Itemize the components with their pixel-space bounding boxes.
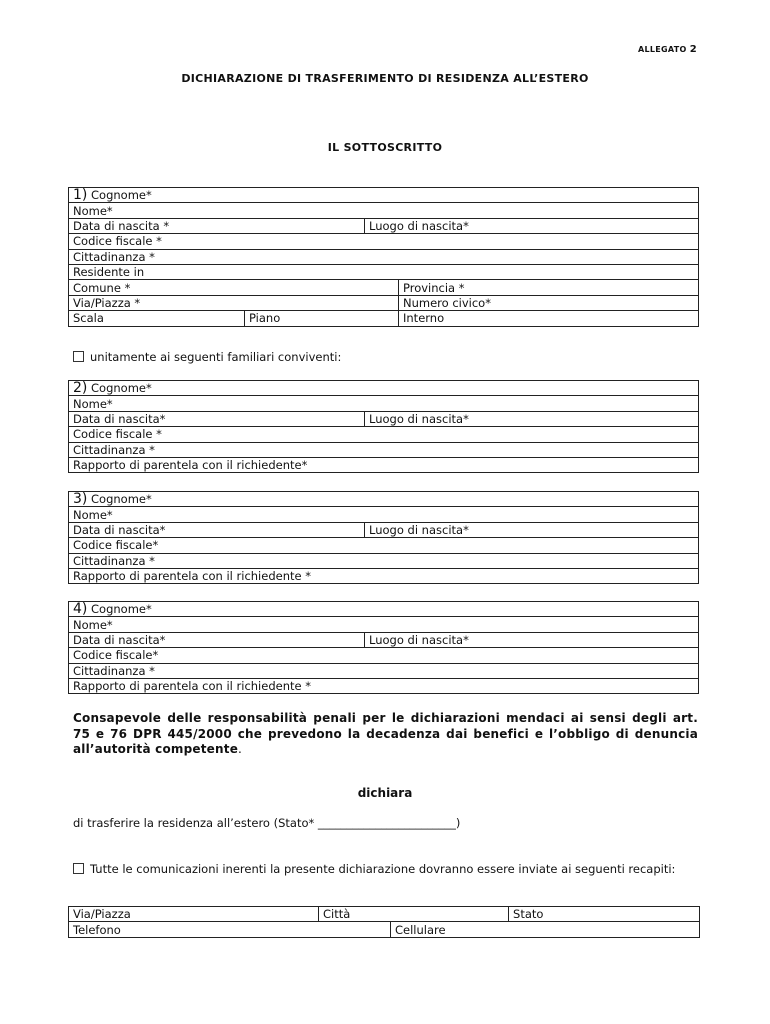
allegato-label	[638, 44, 697, 55]
s3-cognome-label: Cognome*	[91, 492, 152, 507]
document-title: DICHIARAZIONE DI TRASFERIMENTO DI RESIDENZA ALL’ESTERO	[181, 72, 589, 85]
s3-codice-fiscale-field[interactable]: Codice fiscale*	[69, 538, 699, 553]
s3-data-nascita-field[interactable]: Data di nascita*	[69, 522, 365, 537]
s1-cittadinanza-field[interactable]: Cittadinanza *	[69, 249, 699, 264]
s4-rapporto-field[interactable]: Rapporto di parentela con il richiedente *	[69, 678, 699, 693]
s3-nome-field[interactable]: Nome*	[69, 507, 699, 522]
s4-number: 4)	[73, 601, 88, 617]
s2-codice-fiscale-field[interactable]: Codice fiscale *	[69, 427, 699, 442]
s1-cognome-field[interactable]	[69, 188, 699, 203]
s4-cognome-field[interactable]	[69, 602, 699, 617]
recapiti-citta-field[interactable]: Città	[319, 907, 509, 922]
s1-residente-in-label: Residente in	[69, 264, 699, 279]
dichiara-heading: dichiara	[357, 786, 413, 800]
recapiti-table	[68, 906, 700, 938]
section-2-table	[68, 380, 699, 473]
s1-via-piazza-field[interactable]: Via/Piazza *	[69, 295, 399, 310]
recapiti-stato-field[interactable]: Stato	[509, 907, 700, 922]
s1-data-nascita-field[interactable]: Data di nascita *	[69, 218, 365, 233]
comunicazioni-label: Tutte le comunicazioni inerenti la presente dichiarazione dovranno essere inviate ai seguenti recapiti:	[90, 862, 676, 876]
comunicazioni-checkbox-row[interactable]	[73, 862, 698, 878]
s3-cittadinanza-field[interactable]: Cittadinanza *	[69, 553, 699, 568]
s1-numero-civico-field[interactable]: Numero civico*	[399, 295, 699, 310]
document-subtitle: IL SOTTOSCRITTO	[327, 141, 443, 154]
consapevole-paragraph	[73, 711, 698, 758]
s1-nome-field[interactable]: Nome*	[69, 203, 699, 218]
s2-rapporto-field[interactable]: Rapporto di parentela con il richiedente*	[69, 457, 699, 472]
s4-cittadinanza-field[interactable]: Cittadinanza *	[69, 663, 699, 678]
recapiti-cellulare-field[interactable]: Cellulare	[391, 922, 700, 937]
s2-nome-field[interactable]: Nome*	[69, 396, 699, 411]
recapiti-telefono-field[interactable]: Telefono	[69, 922, 391, 937]
s1-number: 1)	[73, 187, 88, 203]
trasferire-line[interactable]: di trasferire la residenza all’estero (Stato* ________________________)	[73, 816, 461, 830]
section-3-table	[68, 491, 699, 584]
s1-scala-field[interactable]: Scala	[69, 311, 245, 326]
comunicazioni-checkbox[interactable]	[73, 863, 84, 874]
s4-data-nascita-field[interactable]: Data di nascita*	[69, 632, 365, 647]
s3-luogo-nascita-field[interactable]: Luogo di nascita*	[365, 522, 699, 537]
consapevole-text: Consapevole delle responsabilità penali per le dichiarazioni mendaci ai sensi degli art. 75 e 76 DPR 445/2000 che prevedono la decadenza dai benefici e l’obbligo di denuncia all’autorità competente	[73, 711, 698, 756]
familiari-label: unitamente ai seguenti familiari conviventi:	[90, 350, 342, 364]
section-1-table	[68, 187, 699, 327]
s3-rapporto-field[interactable]: Rapporto di parentela con il richiedente *	[69, 568, 699, 583]
s1-cognome-label: Cognome*	[91, 188, 152, 203]
section-4-table	[68, 601, 699, 694]
familiari-checkbox-row[interactable]	[73, 350, 341, 364]
s1-provincia-field[interactable]: Provincia *	[399, 280, 699, 295]
familiari-checkbox[interactable]	[73, 351, 84, 362]
s1-luogo-nascita-field[interactable]: Luogo di nascita*	[365, 218, 699, 233]
s4-nome-field[interactable]: Nome*	[69, 617, 699, 632]
recapiti-via-piazza-field[interactable]: Via/Piazza	[69, 907, 319, 922]
allegato-text: ALLEGATO	[637, 45, 687, 54]
s2-luogo-nascita-field[interactable]: Luogo di nascita*	[365, 411, 699, 426]
s2-data-nascita-field[interactable]: Data di nascita*	[69, 411, 365, 426]
s1-comune-field[interactable]: Comune *	[69, 280, 399, 295]
s4-luogo-nascita-field[interactable]: Luogo di nascita*	[365, 632, 699, 647]
consapevole-period: .	[238, 742, 243, 756]
s2-cognome-label: Cognome*	[91, 381, 152, 396]
s1-interno-field[interactable]: Interno	[399, 311, 699, 326]
allegato-number: 2	[689, 44, 697, 55]
s4-codice-fiscale-field[interactable]: Codice fiscale*	[69, 648, 699, 663]
s1-codice-fiscale-field[interactable]: Codice fiscale *	[69, 234, 699, 249]
s3-number: 3)	[73, 491, 88, 507]
s1-piano-field[interactable]: Piano	[245, 311, 399, 326]
s3-cognome-field[interactable]	[69, 492, 699, 507]
s2-cognome-field[interactable]	[69, 381, 699, 396]
s2-cittadinanza-field[interactable]: Cittadinanza *	[69, 442, 699, 457]
s2-number: 2)	[73, 380, 88, 396]
s4-cognome-label: Cognome*	[91, 602, 152, 617]
